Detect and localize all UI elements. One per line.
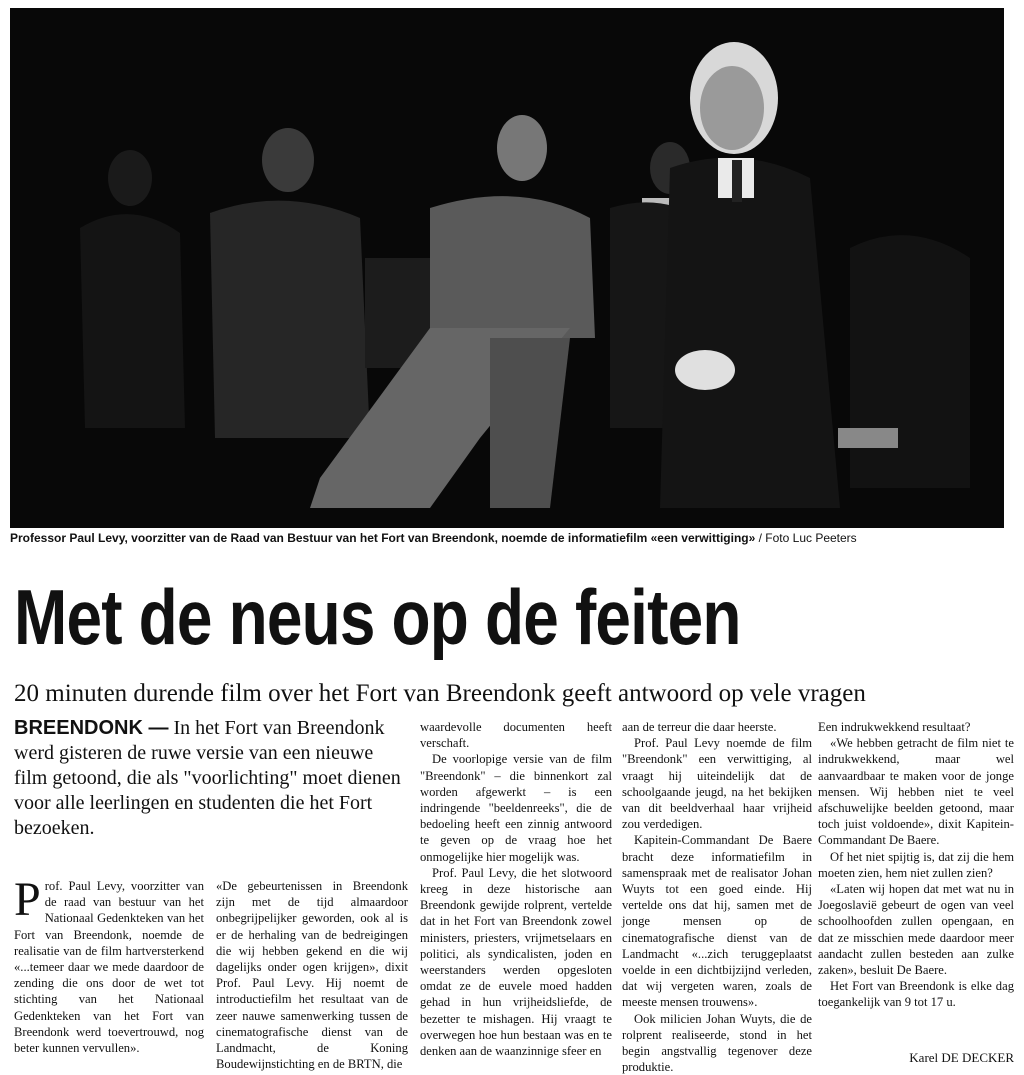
article-column-5 <box>818 719 1014 1011</box>
paragraph: Een indrukwekkend resultaat? <box>818 720 971 734</box>
paragraph-text: rof. Paul Levy, voorzitter van de raad van bestuur van het Nationaal Gedenkteken van het Fort van Breendonk, noemde de realisatie van de film hartversterkend «...temeer daar we mede daardoor de zending die ons door de wet tot stichting van het Nationaal Gedenkteken van het Fort van Breendonk werd toevertrouwd, nog beter kunnen vervullen». <box>14 879 204 1056</box>
lead-text: In het Fort van Breendonk werd gisteren de ruwe versie van een nieuwe film getoond, die als "voorlichting" moet dienen voor alle leerlingen en studenten die het Fort bezoeken. <box>14 717 401 839</box>
paragraph: waardevolle documenten heeft verschaft. <box>420 720 612 751</box>
photo-caption <box>10 531 1010 545</box>
article-column-1 <box>14 873 204 1056</box>
lead-paragraph <box>14 716 410 841</box>
news-photo <box>10 8 1004 528</box>
caption-text: Professor Paul Levy, voorzitter van de Raad van Bestuur van het Fort van Breendonk, noemde de informatiefilm «een verwittiging» <box>10 531 756 545</box>
paragraph: Prof. Paul Levy noemde de film "Breendonk" een verwittiging, al vraagt hij uiteindelijk dat de schoolgaande jeugd, na het bekijken van dit beeldverhaal haar vrijheid zou verdedigen. <box>622 736 812 832</box>
byline: Karel DE DECKER <box>909 1050 1014 1065</box>
drop-cap: P <box>14 873 41 926</box>
paragraph: Of het niet spijtig is, dat zij die hem moeten zien, hem niet zullen zien? <box>818 849 1014 880</box>
paragraph: Ook milicien Johan Wuyts, die de rolprent realiseerde, stond in het begin angstvallig tegenover deze produktie. <box>622 1011 812 1075</box>
paragraph: «We hebben getracht de film niet te indrukwekkend, maar wel aanvaardbaar te maken voor de jonge mensen. Wij hebben niet te veel afschuwelijke beelden getoond, maar toch juist voldoende», dixit Kapitein-Commandant De Baere. <box>818 736 1014 848</box>
subheadline: 20 minuten durende film over het Fort van Breendonk geeft antwoord op vele vragen <box>14 680 866 707</box>
photo-credit: / Foto Luc Peeters <box>755 531 857 545</box>
paragraph: De voorlopige versie van de film "Breendonk" – die binnenkort zal worden afgewerkt – is een indringende "beeldenreeks", die de bedoeling heeft een zinnig antwoord te geven op de vraag hoe het onmogelijke hier mogelijk was. <box>420 752 612 864</box>
paragraph: Het Fort van Breendonk is elke dag toegankelijk van 9 tot 17 u. <box>818 979 1014 1010</box>
dateline: BREENDONK — <box>14 717 169 739</box>
paragraph: «Laten wij hopen dat met wat nu in Joegoslavië gebeurt de ogen van veel schoolhoofden zullen opengaan, en dat ze misschien mede daardoor meer aandacht zullen besteden aan zulke zaken», besluit De Baere. <box>818 882 1014 978</box>
headline: Met de neus op de feiten <box>14 573 741 661</box>
article-column-2 <box>216 878 408 1072</box>
article-column-3 <box>420 719 612 1059</box>
paragraph: «De gebeurtenissen in Breendonk zijn met de tijd almaardoor onbegrijpelijker geworden, ook al is er de herhaling van de bedreigingen die wij hebben gekend en die wij dagelijks onder ogen krijgen», dixit Prof. Paul Levy. Hij noemt de introductiefilm het resultaat van de zeer nauwe samenwerking tussen de cinematografische dienst van de Landmacht, de Koning Boudewijnstichting en de BRTN, die <box>216 879 408 1072</box>
paragraph <box>14 873 204 1056</box>
article-column-4 <box>622 719 812 1075</box>
paragraph: Kapitein-Commandant De Baere bracht deze informatiefilm in samenspraak met de realisator Johan Wuyts tot een goed einde. Hij vertelde ons dat hij, samen met de jonge mensen op de cinematografische dienst van de Landmacht «...zich teruggeplaatst voelde in een dichtbijzijnd verleden, dat wij vergeten waren, zoals de meeste mensen trouwens». <box>622 833 812 1010</box>
paragraph: aan de terreur die daar heerste. <box>622 720 777 734</box>
paragraph: Prof. Paul Levy, die het slotwoord kreeg in deze historische aan Breendonk gewijde rolprent, vertelde dat in het Fort van Breendonk zowel ministers, priesters, vrijmetselaars en politici, als syndicalisten, joden en weerstanders werden opgesloten omdat ze de euvele moed hadden gehad in hun vrijheidsliefde, de bezetter te mishagen. Hij vraagt te overwegen hoe hun bestaan was en te denken aan de waanzinnige sfeer en <box>420 865 612 1059</box>
